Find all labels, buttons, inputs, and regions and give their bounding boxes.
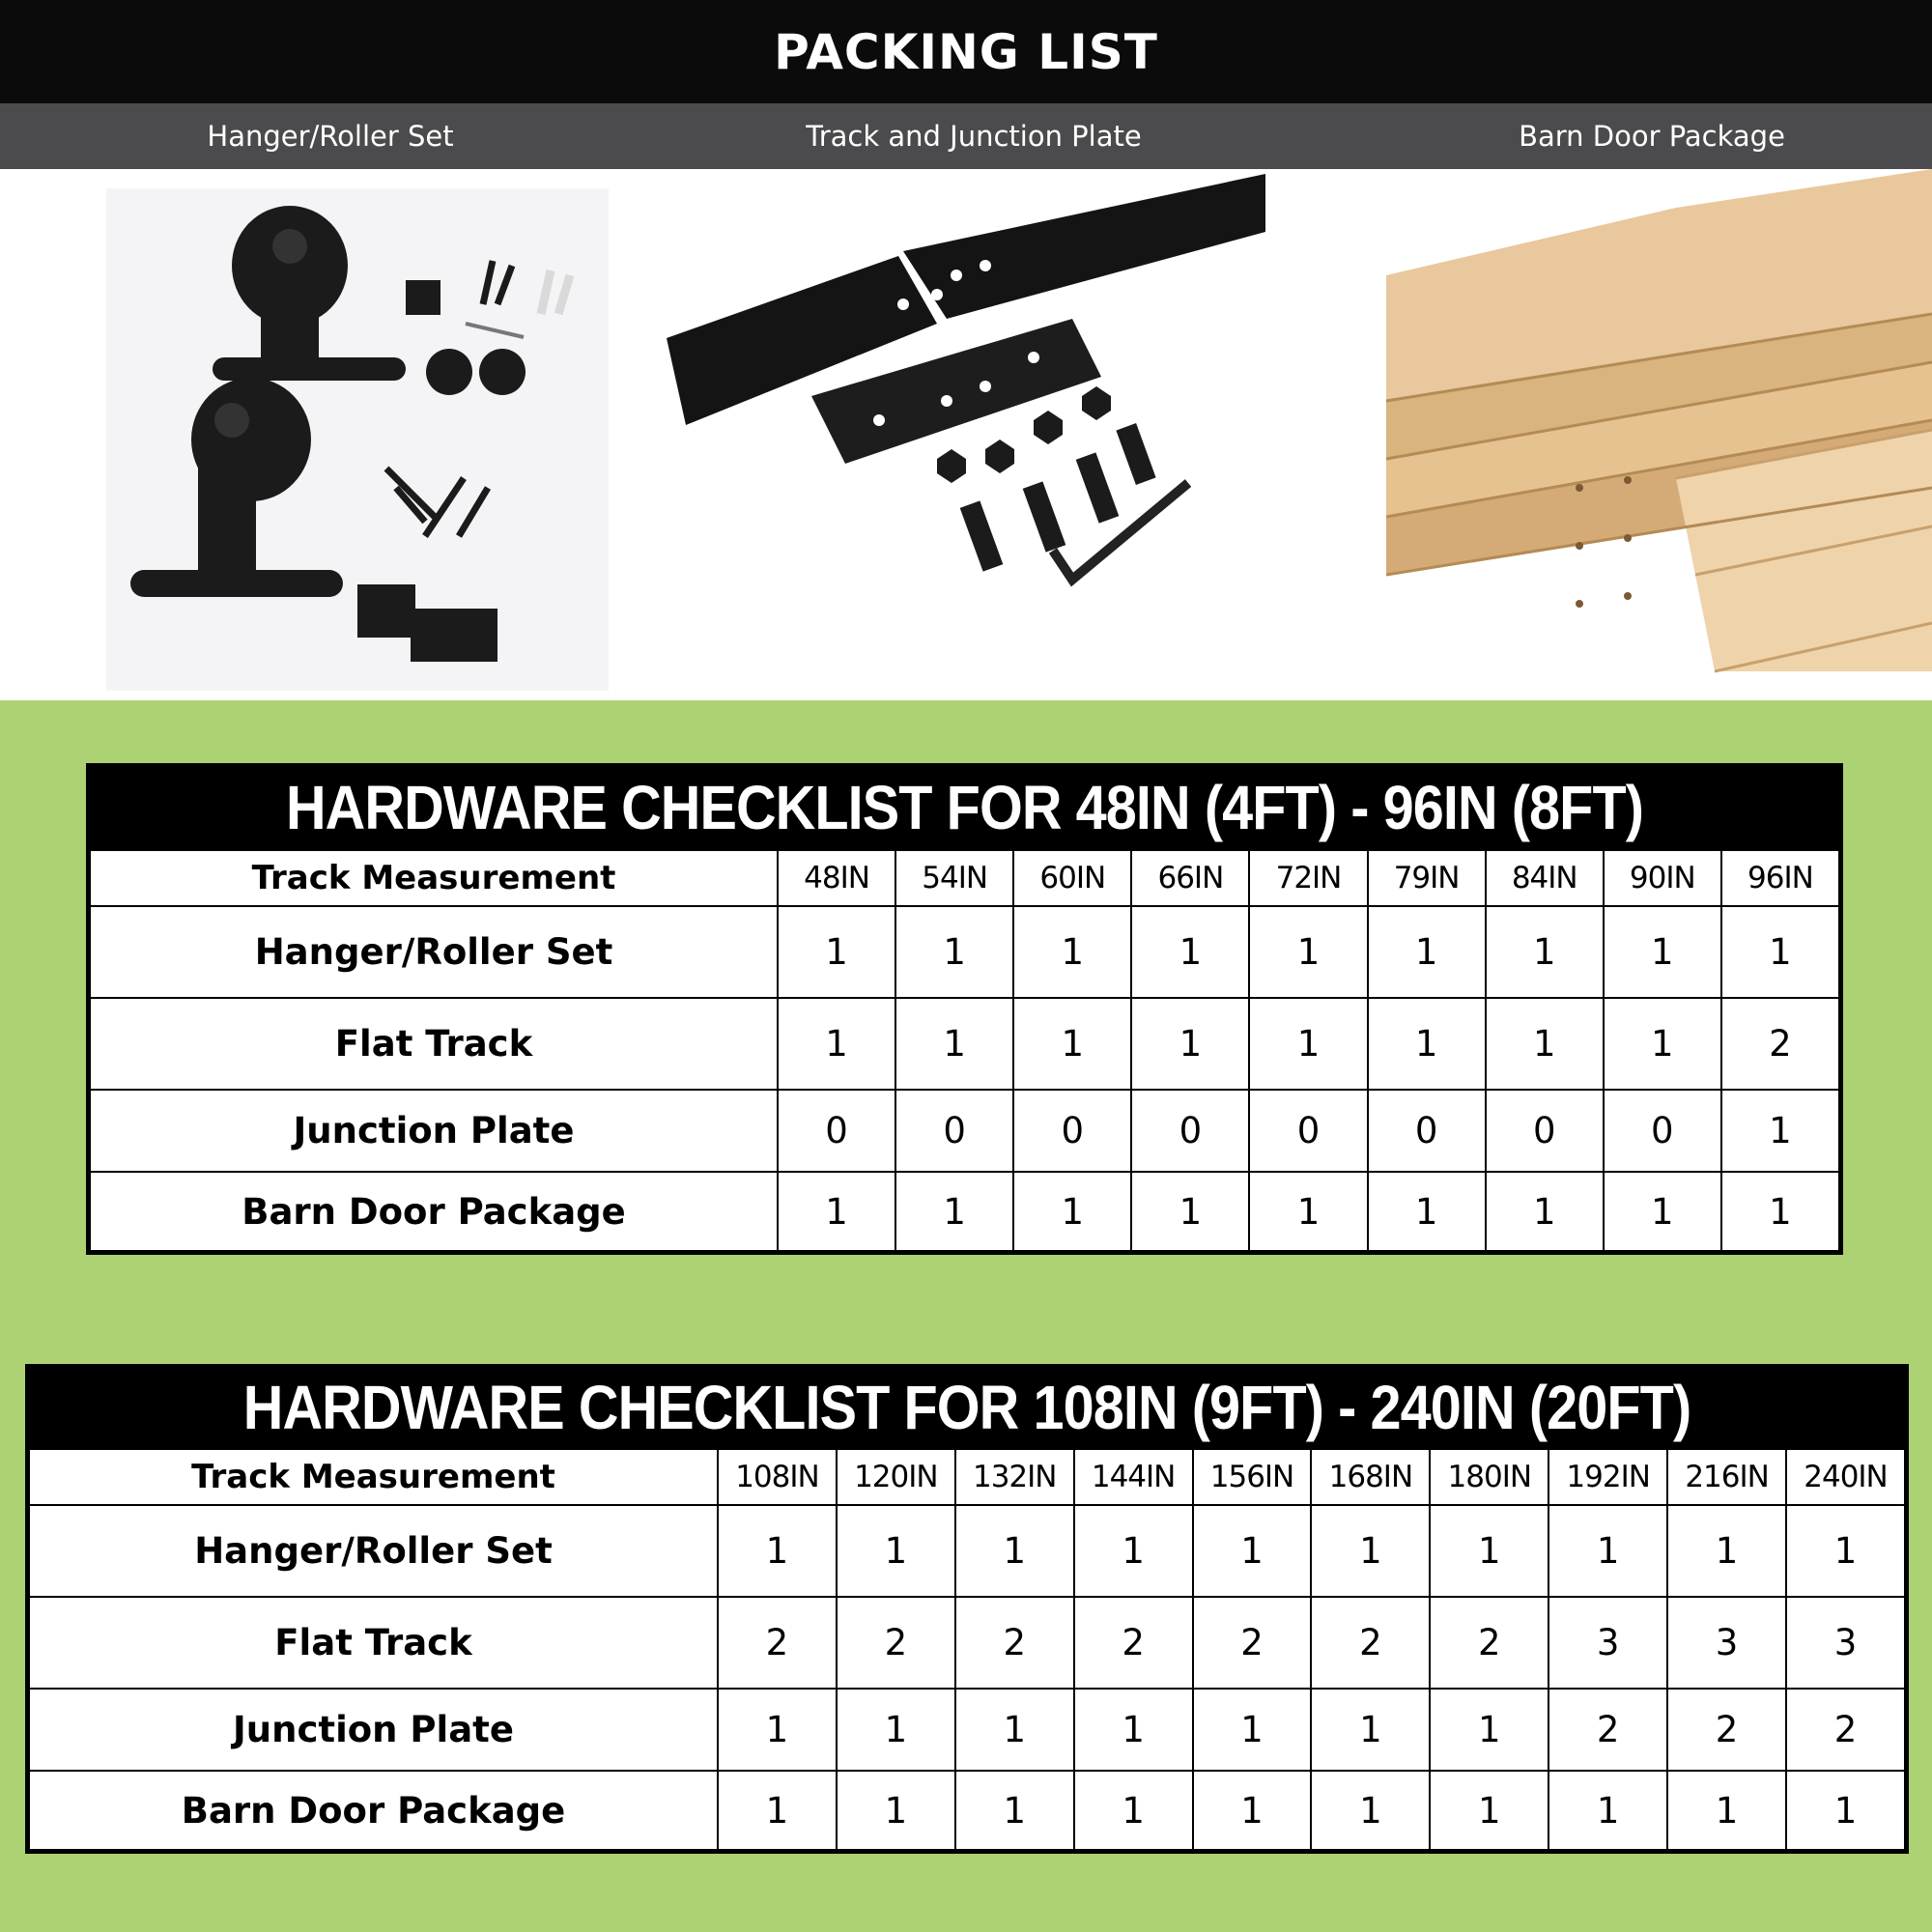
cell-value: 1: [1131, 998, 1249, 1090]
cell-value: 1: [718, 1771, 837, 1850]
cell-value: 1: [1430, 1689, 1548, 1771]
cell-value: 1: [718, 1505, 837, 1597]
checklist-grid-1: [89, 849, 1840, 1252]
table-row: [90, 1090, 1839, 1172]
table-row: [90, 906, 1839, 998]
checklist-title-2: HARDWARE CHECKLIST FOR 108IN (9FT) - 240IN (20FT): [242, 1373, 1691, 1442]
cell-value: 1: [778, 998, 895, 1090]
category-label-barn-door: Barn Door Package: [1519, 120, 1785, 153]
cell-value: 1: [1193, 1689, 1312, 1771]
checklist-table-2: [25, 1364, 1909, 1854]
cell-value: 1: [1604, 1172, 1721, 1251]
cell-value: 1: [895, 906, 1013, 998]
cell-value: 0: [1131, 1090, 1249, 1172]
checklist-grid-2: [28, 1448, 1906, 1851]
cell-value: 3: [1786, 1597, 1905, 1689]
cell-value: 1: [837, 1689, 955, 1771]
cell-value: 1: [1667, 1771, 1786, 1850]
row-label: Junction Plate: [29, 1689, 718, 1771]
cell-value: 2: [1430, 1597, 1548, 1689]
cell-value: 1: [1430, 1771, 1548, 1850]
cell-value: 1: [1249, 998, 1367, 1090]
column-header: 120IN: [837, 1449, 955, 1505]
cell-value: 1: [1486, 906, 1604, 998]
row-label: Flat Track: [29, 1597, 718, 1689]
track-junction-plate-photo: [667, 174, 1265, 657]
cell-value: 1: [1430, 1505, 1548, 1597]
cell-value: 3: [1667, 1597, 1786, 1689]
cell-value: 1: [1249, 1172, 1367, 1251]
cell-value: 0: [1486, 1090, 1604, 1172]
photos-strip: [0, 169, 1932, 700]
column-header: 54IN: [895, 850, 1013, 906]
header-label: Track Measurement: [29, 1449, 718, 1505]
column-header: 79IN: [1368, 850, 1486, 906]
category-label-track: Track and Junction Plate: [806, 120, 1142, 153]
cell-value: 1: [1311, 1771, 1430, 1850]
cell-value: 1: [1013, 1172, 1131, 1251]
category-label-hanger: Hanger/Roller Set: [207, 120, 454, 153]
cell-value: 1: [1368, 998, 1486, 1090]
row-label: Hanger/Roller Set: [90, 906, 778, 998]
cell-value: 1: [718, 1689, 837, 1771]
cell-value: 1: [1548, 1771, 1667, 1850]
row-label: Barn Door Package: [90, 1172, 778, 1251]
cell-value: 1: [1311, 1689, 1430, 1771]
column-header: 180IN: [1430, 1449, 1548, 1505]
cell-value: 2: [1721, 998, 1839, 1090]
column-header: 216IN: [1667, 1449, 1786, 1505]
barn-door-package-photo: [1386, 169, 1932, 681]
cell-value: 1: [837, 1771, 955, 1850]
cell-value: 1: [837, 1505, 955, 1597]
cell-value: 1: [1604, 998, 1721, 1090]
header-row: [29, 1449, 1905, 1505]
cell-value: 1: [1721, 906, 1839, 998]
table-row: [29, 1505, 1905, 1597]
table-row: [90, 998, 1839, 1090]
cell-value: 1: [1193, 1505, 1312, 1597]
row-label: Junction Plate: [90, 1090, 778, 1172]
cell-value: 3: [1548, 1597, 1667, 1689]
row-label: Hanger/Roller Set: [29, 1505, 718, 1597]
header-label: Track Measurement: [90, 850, 778, 906]
column-header: 132IN: [955, 1449, 1074, 1505]
column-header: 48IN: [778, 850, 895, 906]
column-header: 90IN: [1604, 850, 1721, 906]
column-header: 60IN: [1013, 850, 1131, 906]
hanger-roller-set-photo: [106, 188, 609, 691]
cell-value: 1: [1548, 1505, 1667, 1597]
cell-value: 1: [1013, 998, 1131, 1090]
cell-value: 2: [1193, 1597, 1312, 1689]
page-title: PACKING LIST: [774, 23, 1158, 80]
column-header: 96IN: [1721, 850, 1839, 906]
cell-value: 1: [1131, 906, 1249, 998]
cell-value: 1: [1486, 1172, 1604, 1251]
cell-value: 1: [1193, 1771, 1312, 1850]
cell-value: 0: [1604, 1090, 1721, 1172]
cell-value: 0: [895, 1090, 1013, 1172]
cell-value: 1: [1249, 906, 1367, 998]
cell-value: 1: [1074, 1689, 1193, 1771]
cell-value: 1: [955, 1771, 1074, 1850]
cell-value: 2: [1667, 1689, 1786, 1771]
cell-value: 1: [1486, 998, 1604, 1090]
cell-value: 1: [1074, 1505, 1193, 1597]
packing-list-header: [0, 0, 1932, 103]
cell-value: 1: [1368, 1172, 1486, 1251]
cell-value: 1: [1786, 1771, 1905, 1850]
column-header: 144IN: [1074, 1449, 1193, 1505]
checklist-table-1: [86, 763, 1843, 1255]
checklist-title-1: HARDWARE CHECKLIST FOR 48IN (4FT) - 96IN (8FT): [285, 773, 1644, 842]
table-row: [29, 1597, 1905, 1689]
row-label: Flat Track: [90, 998, 778, 1090]
table-row: [29, 1771, 1905, 1850]
cell-value: 1: [1786, 1505, 1905, 1597]
cell-value: 1: [1721, 1090, 1839, 1172]
cell-value: 1: [1013, 906, 1131, 998]
cell-value: 2: [837, 1597, 955, 1689]
cell-value: 1: [955, 1689, 1074, 1771]
cell-value: 1: [1604, 906, 1721, 998]
column-header: 240IN: [1786, 1449, 1905, 1505]
cell-value: 2: [1548, 1689, 1667, 1771]
cell-value: 1: [1667, 1505, 1786, 1597]
column-header: 108IN: [718, 1449, 837, 1505]
table-row: [29, 1689, 1905, 1771]
category-bar: [0, 103, 1932, 169]
cell-value: 1: [955, 1505, 1074, 1597]
cell-value: 0: [1013, 1090, 1131, 1172]
header-row: [90, 850, 1839, 906]
cell-value: 1: [1074, 1771, 1193, 1850]
cell-value: 2: [1074, 1597, 1193, 1689]
table-row: [90, 1172, 1839, 1251]
column-header: 66IN: [1131, 850, 1249, 906]
column-header: 156IN: [1193, 1449, 1312, 1505]
column-header: 168IN: [1311, 1449, 1430, 1505]
cell-value: 2: [1311, 1597, 1430, 1689]
cell-value: 1: [778, 1172, 895, 1251]
row-label: Barn Door Package: [29, 1771, 718, 1850]
cell-value: 1: [1721, 1172, 1839, 1251]
cell-value: 2: [718, 1597, 837, 1689]
column-header: 192IN: [1548, 1449, 1667, 1505]
cell-value: 1: [895, 1172, 1013, 1251]
cell-value: 0: [1249, 1090, 1367, 1172]
cell-value: 1: [895, 998, 1013, 1090]
cell-value: 1: [1311, 1505, 1430, 1597]
cell-value: 0: [1368, 1090, 1486, 1172]
cell-value: 2: [1786, 1689, 1905, 1771]
cell-value: 1: [778, 906, 895, 998]
cell-value: 0: [778, 1090, 895, 1172]
cell-value: 1: [1131, 1172, 1249, 1251]
cell-value: 1: [1368, 906, 1486, 998]
cell-value: 2: [955, 1597, 1074, 1689]
column-header: 84IN: [1486, 850, 1604, 906]
column-header: 72IN: [1249, 850, 1367, 906]
